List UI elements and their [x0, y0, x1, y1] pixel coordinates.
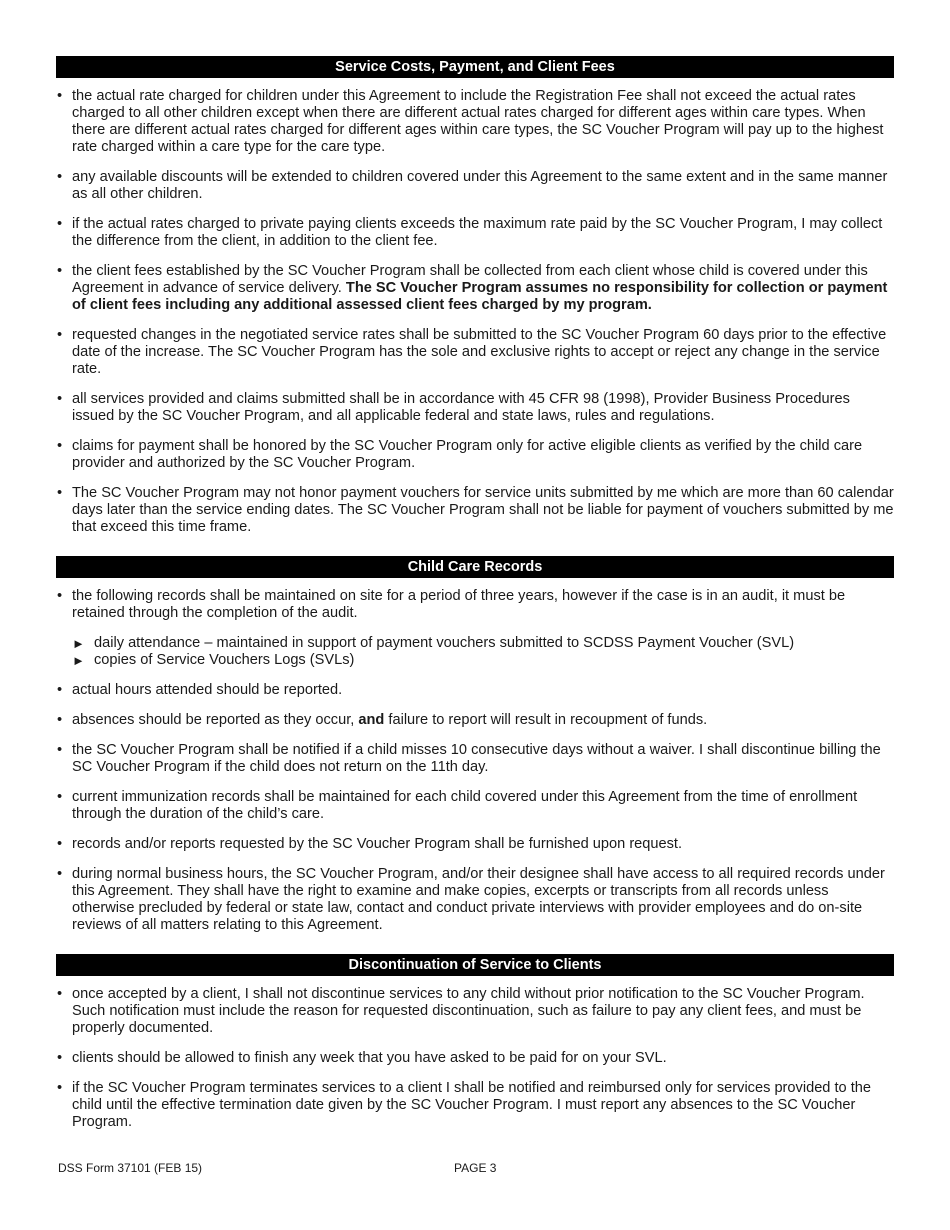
discontinuation-list [56, 986, 894, 1131]
section-header-service-costs: Service Costs, Payment, and Client Fees [56, 56, 894, 78]
list-item: • any available discounts will be extended to children covered under this Agreement to the same extent and in the same manner as all other children. [57, 169, 888, 202]
section-header-discontinuation: Discontinuation of Service to Clients [56, 954, 894, 976]
list-item: • actual hours attended should be reported. [57, 682, 343, 698]
list-item: • the SC Voucher Program shall be notified if a child misses 10 consecutive days without a waiver. I shall discontinue billing the SC Voucher Program if the child does not return on the 11th day. [57, 742, 881, 775]
list-item: • The SC Voucher Program may not honor payment vouchers for service units submitted by me which are more than 60 calendar days later than the service ending dates. The SC Voucher Program shall not be liable for payment of vouchers submitted by me that exceed this time frame. [57, 485, 894, 535]
service-costs-list [56, 88, 894, 536]
list-item: • the following records shall be maintained on site for a period of three years, however if the case is in an audit, it must be retained through the completion of the audit. ► daily attendance – maintained in support of payment vouchers submitted to SCDSS Payment Voucher (SVL) ► copies of Service Vouchers Logs (SVLs) [56, 588, 894, 669]
document-page [56, 56, 894, 1144]
form-id-footer: DSS Form 37101 (FEB 15) [58, 1161, 203, 1175]
list-item: • current immunization records shall be maintained for each child covered under this Agreement from the time of enrollment through the duration of the child’s care. [57, 789, 858, 822]
list-item: • the client fees established by the SC Voucher Program shall be collected from each client whose child is covered under this Agreement in advance of service delivery. The SC Voucher Program assumes no responsibility for collection or payment of client fees including any additional assessed client fees charged by my program. [57, 263, 888, 313]
sub-list-item: ► copies of Service Vouchers Logs (SVLs) [72, 652, 355, 668]
child-care-records-list [56, 588, 894, 934]
list-item: • records and/or reports requested by the SC Voucher Program shall be furnished upon request. [57, 836, 683, 852]
list-item: • once accepted by a client, I shall not discontinue services to any child without prior notification to the SC Voucher Program. Such notification must include the reason for requested discontinuation, such as failure to pay any client fees, and must be properly documented. [57, 986, 865, 1036]
sub-list-item: ► daily attendance – maintained in support of payment vouchers submitted to SCDSS Payment Voucher (SVL) [72, 635, 795, 651]
list-item: • absences should be reported as they occur, and failure to report will result in recoupment of funds. [57, 712, 708, 728]
list-item: • requested changes in the negotiated service rates shall be submitted to the SC Voucher Program 60 days prior to the effective date of the increase. The SC Voucher Program has the sole and exclusive rights to accept or reject any change in the service rate. [57, 327, 887, 377]
list-item: • clients should be allowed to finish any week that you have asked to be paid for on your SVL. [57, 1050, 667, 1066]
records-sublist [72, 635, 894, 669]
triangle-arrow-icon: ► [72, 636, 85, 651]
list-item: • claims for payment shall be honored by the SC Voucher Program only for active eligible clients as verified by the child care provider and authorized by the SC Voucher Program. [57, 438, 863, 471]
list-item: • the actual rate charged for children under this Agreement to include the Registration Fee shall not exceed the actual rates charged to all other children except when there are different actual rates charged for different ages within care types. When there are different actual rates charged for different ages within care types, the SC Voucher Program will pay up to the highest rate charged within a care type for the care type. [57, 88, 884, 155]
page-number: PAGE 3 [454, 1161, 497, 1175]
section-header-child-care-records: Child Care Records [56, 556, 894, 578]
list-item: • all services provided and claims submitted shall be in accordance with 45 CFR 98 (1998), Provider Business Procedures issued by the SC Voucher Program, and all applicable federal and state laws, rules and regulations. [57, 391, 850, 424]
list-item: • during normal business hours, the SC Voucher Program, and/or their designee shall have access to all required records under this Agreement. They shall have the right to examine and make copies, excerpts or transcripts from all records unless otherwise precluded by federal or state law, contact and conduct private interviews with provider employees and do on-site reviews of all matters relating to this Agreement. [57, 866, 885, 933]
list-item: • if the actual rates charged to private paying clients exceeds the maximum rate paid by the SC Voucher Program, I may collect the difference from the client, in addition to the client fee. [57, 216, 883, 249]
bold-disclaimer: The SC Voucher Program assumes no responsibility for collection or payment of client fees including any additional assessed client fees charged by my program. [72, 280, 888, 313]
triangle-arrow-icon: ► [72, 653, 85, 668]
list-item: • if the SC Voucher Program terminates services to a client I shall be notified and reimbursed only for services provided to the child until the effective termination date given by the SC Voucher Program. I must report any absences to the SC Voucher Program. [57, 1080, 871, 1130]
